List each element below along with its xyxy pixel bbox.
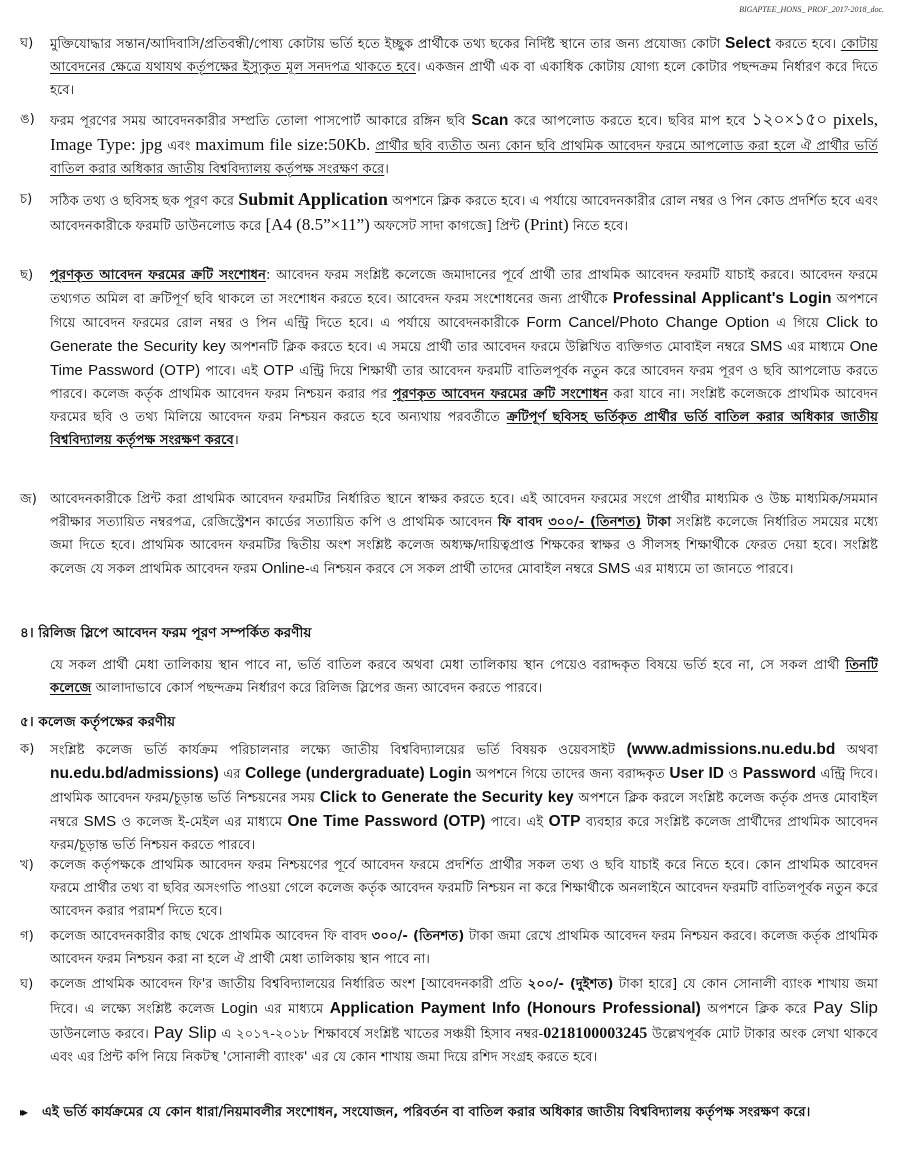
submit-application-term: Submit Application bbox=[238, 189, 388, 209]
fee-amount: ৩০০/- (তিনশত) bbox=[548, 515, 642, 530]
fee-label: ফি বাবদ bbox=[497, 515, 549, 530]
item-body: সংশ্লিষ্ট কলেজ ভর্তি কার্যক্রম পরিচালনার লক্ষ্যে জাতীয় বিশ্ববিদ্যালয়ের ভর্তি বিষয়ক ওয়েবসাইট (www.admissions.nu.edu.bd অথবা nu.edu.bd/admissions) এর College (undergraduate) Login অপশনে গিয়ে তাদের জন্য বরাদ্দকৃত User ID ও Password এন্ট্রি দিবে। প্রাথমিক আবেদন ফরম/চূড়ান্ত ভর্তি নিশ্চয়নের সময় Click to Generate the Security key অপশনে ক্লিক করলে সংশ্লিষ্ট কলেজ কর্তৃক প্রদত্ত মোবাইল নম্বরে SMS ও কলেজ ই-মেইল এর মাধ্যমে One Time Password (OTP) পাবে। এই OTP ব্যবহার করে সংশ্লিষ্ট কলেজ প্রার্থীদের প্রাথমিক আবেদন ফরম/চূড়ান্ত ভর্তি নিশ্চয়ন করতে পারবে। bbox=[50, 741, 878, 853]
underlined-notice: কোটায় আবেদনের ক্ষেত্রে যথাযথ কর্তৃপক্ষের ইস্যুকৃত মূল সনদপত্র থাকতে হবে bbox=[50, 37, 878, 75]
item-kha-verify bbox=[20, 854, 878, 923]
item-label: ঙ) bbox=[20, 112, 35, 127]
underlined-notice: প্রার্থীর ছবি ব্যতীত অন্য কোন ছবি প্রাথমিক আবেদন ফরমে আপলোড করা হলে ঐ প্রার্থীর ভর্তি বাতিল করার অধিকার জাতীয় বিশ্ববিদ্যালয় কর্তৃপক্ষ সংরক্ষণ করে bbox=[50, 139, 878, 177]
item-umo-photo bbox=[20, 108, 878, 181]
section-4-body: যে সকল প্রার্থী মেধা তালিকায় স্থান পাবে না, ভর্তি বাতিল করবে অথবা মেধা তালিকায় স্থান পেয়েও বরাদ্দকৃত বিষয়ে ভর্তি হবে না, সে সকল প্রার্থী তিনটি কলেজে আলাদাভাবে কোর্স পছন্দক্রম নির্ধারণ করে রিলিজ স্লিপের জন্য আবেদন করতে পারবে। bbox=[50, 658, 878, 696]
item-ja-signature bbox=[20, 488, 878, 581]
college-login-term: College (undergraduate) Login bbox=[245, 765, 472, 782]
paper-size: [A4 (8.5”×11”) bbox=[265, 215, 370, 234]
payment-info-term: Application Payment Info (Honours Professional) bbox=[329, 1000, 701, 1017]
item-label: জ) bbox=[20, 492, 37, 507]
otp-term: One Time Password (OTP) bbox=[287, 813, 486, 830]
section-5-heading: ৫। কলেজ কর্তৃপক্ষের করণীয় bbox=[20, 714, 176, 730]
item-label: খ) bbox=[20, 858, 34, 873]
otp-term: One Time Password (OTP) bbox=[50, 338, 878, 379]
double-arrow-bullet-icon: ▸▸ bbox=[20, 1105, 25, 1119]
item-title: পূরণকৃত আবেদন ফরমের ক্রটি সংশোধন bbox=[50, 268, 266, 283]
item-label: ঘ) bbox=[20, 36, 34, 51]
item-body: পূরণকৃত আবেদন ফরমের ক্রটি সংশোধন: আবেদন ফরম সংশ্লিষ্ট কলেজে জমাদানের পূর্বে প্রার্থী তার প্রাথমিক আবেদন ফরমটি যাচাই করবে। আবেদন ফরমে তথ্যগত অমিল বা ক্রটিপূর্ণ ছবি থাকলে তা সংশোধন করতে হবে। আবেদন ফরম সংশোধনের জন্য প্রার্থীকে Professinal Applicant's Login অপশনে গিয়ে আবেদন ফরমের রোল নম্বর ও পিন এন্ট্রি দিতে হবে। এ পর্যায়ে আবেদনকারীকে Form Cancel/Photo Change Option এ গিয়ে Click to Generate the Security key অপশনটি ক্লিক করতে হবে। এ সময়ে প্রার্থী তার আবেদন ফরমে উল্লিখিত ব্যক্তিগত মোবাইল নম্বরে SMS এর মাধ্যমে One Time Password (OTP) পাবে। এই OTP এন্ট্রি দিয়ে শিক্ষার্থী তার আবেদন ফরমটি বাতিলপূর্বক নতুন করে আবেদন ফরম পূরণ ও ছবি আপলোড করতে পারবে। কলেজ কর্তৃক প্রাথমিক আবেদন ফরম নিশ্চয়ন করার পর পূরণকৃত আবেদন ফরমের ক্রটি সংশোধন করা যাবে না। সংশ্লিষ্ট কলেজকে প্রাথমিক আবেদন ফরমের ছবি ও তথ্য মিলিয়ে আবেদন ফরম নিশ্চয়ন করতে হবে অন্যথায় পরবর্তীতে ক্রটিপূর্ণ ছবিসহ ভর্তিকৃত প্রার্থীর ভর্তি বাতিল করার অধিকার জাতীয় বিশ্ববিদ্যালয় কর্তৃপক্ষ সংরক্ষণ করবে। bbox=[50, 268, 879, 448]
three-colleges: তিনটি কলেজে bbox=[50, 658, 878, 696]
admissions-url-link[interactable]: (www.admissions.nu.edu.bd bbox=[626, 741, 836, 758]
fee-amount: ৩০০/- (তিনশত) bbox=[371, 929, 465, 944]
pay-slip-term: Pay Slip bbox=[153, 1023, 217, 1042]
image-size-spec: ১২০×১৫০ pixels, Image Type: jpg bbox=[50, 110, 878, 154]
account-number: 0218100003245 bbox=[543, 1025, 648, 1042]
item-ka-college-login bbox=[20, 738, 878, 857]
header-filename: BIGAPTEE_HONS_ PROF_2017-2018_doc. bbox=[739, 5, 884, 14]
applicant-login-term: Professinal Applicant's Login bbox=[612, 290, 832, 307]
sms-term: SMS bbox=[597, 560, 631, 577]
footer-note-text: এই ভর্তি কার্যক্রমের যে কোন ধারা/নিয়মাবলীর সংশোধন, সংযোজন, পরিবর্তন বা বাতিল করার অধিকার জাতীয় বিশ্ববিদ্যালয় কর্তৃপক্ষ সংরক্ষণ করে। bbox=[42, 1105, 811, 1120]
item-body: মুক্তিযোদ্ধার সন্তান/আদিবাসি/প্রতিবন্ধী/পোষ্য কোটায় ভর্তি হতে ইচ্ছুক প্রার্থীকে তথ্য ছকের নির্দিষ্ট স্থানে তার জন্য প্রযোজ্য কোটা Select করতে হবে। কোটায় আবেদনের ক্ষেত্রে যথাযথ কর্তৃপক্ষের ইস্যুকৃত মূল সনদপত্র থাকতে হবে। একজন প্রার্থী এক বা একাধিক কোটায় যোগ্য হলে কোটার পছন্দক্রম নির্ধারণ করে দিতে হবে। bbox=[50, 35, 878, 98]
underlined-notice: পূরণকৃত আবেদন ফরমের ক্রটি সংশোধন bbox=[392, 387, 608, 402]
underlined-notice: ক্রটিপূর্ণ ছবিসহ ভর্তিকৃত প্রার্থীর ভর্তি বাতিল করার অধিকার জাতীয় বিশ্ববিদ্যালয় কর্তৃপক্ষ সংরক্ষণ করবে bbox=[50, 410, 878, 448]
login-term: Login bbox=[221, 1000, 258, 1017]
item-ga-fee bbox=[20, 925, 878, 971]
item-gha-quota bbox=[20, 32, 878, 102]
online-term: Online bbox=[261, 560, 305, 577]
item-chha-correction bbox=[20, 264, 878, 452]
item-body: কলেজ প্রাথমিক আবেদন ফি'র জাতীয় বিশ্ববিদ্যালয়ের নির্ধারিত অংশ [আবেদনকারী প্রতি ২০০/- (দুইশত) টাকা হারে] যে কোন সোনালী ব্যাংক শাখায় জমা দিবে। এ লক্ষ্যে সংশ্লিষ্ট কলেজ Login এর মাধ্যমে Application Payment Info (Honours Professional) অপশনে ক্লিক করে Pay Slip ডাউনলোড করবে। Pay Slip এ ২০১৭-২০১৮ শিক্ষাবর্ষে সংশ্লিষ্ট খাতের সঞ্চয়ী হিসাব নম্বর-0218100003245 উল্লেখপূর্বক মোট টাকার অংক লেখা থাকবে এবং এর প্রিন্ট কপি নিয়ে নিকটস্থ 'সোনালী ব্যাংক' এর যে কোন শাখায় জমা দিয়ে রশিদ সংগ্রহ করতে হবে। bbox=[50, 977, 878, 1065]
item-gha-payment bbox=[20, 973, 878, 1069]
user-id-term: User ID bbox=[669, 765, 724, 782]
item-label: ছ) bbox=[20, 268, 34, 283]
max-file-size: maximum file size:50Kb. bbox=[195, 135, 371, 154]
security-key-term: Click to Generate the Security key bbox=[319, 789, 574, 806]
section-4-heading: ৪। রিলিজ স্লিপে আবেদন ফরম পূরণ সম্পর্কিত করণীয় bbox=[20, 625, 312, 641]
item-cha-submit bbox=[20, 188, 878, 238]
footer-note bbox=[20, 1101, 878, 1124]
scan-term: Scan bbox=[471, 112, 509, 129]
item-body: ফরম পূরণের সময় আবেদনকারীর সম্প্রতি তোলা পাসপোর্ট আকারে রঙ্গিন ছবি Scan করে আপলোড করতে হবে। ছবির মাপ হবে ১২০×১৫০ pixels, Image Type: jpg এবং maximum file size:50Kb. প্রার্থীর ছবি ব্যতীত অন্য কোন ছবি প্রাথমিক আবেদন ফরমে আপলোড করা হলে ঐ প্রার্থীর ভর্তি বাতিল করার অধিকার জাতীয় বিশ্ববিদ্যালয় কর্তৃপক্ষ সংরক্ষণ করে। bbox=[50, 110, 878, 177]
sms-term: SMS bbox=[749, 338, 783, 355]
item-body: কলেজ কর্তৃপক্ষকে প্রাথমিক আবেদন ফরম নিশ্চয়ণের পূর্বে আবেদন ফরমে প্রদর্শিত প্রার্থীর সকল তথ্য ও ছবি যাচাই করে নিতে হবে। কোন প্রাথমিক আবেদন ফরমে প্রার্থীর তথ্য বা ছবির অসংগতি পাওয়া গেলে কলেজ কর্তৃক আবেদন ফরমটি নিশ্চয়ন না করে শিক্ষার্থীকে অনলাইনে আবেদন ফরমটি বাতিলপূর্বক নতুন করে আবেদন করার পরামর্শ দিতে হবে। bbox=[50, 858, 878, 919]
sms-term: SMS bbox=[83, 813, 117, 830]
item-label: গ) bbox=[20, 929, 34, 944]
item-body: কলেজ আবেদনকারীর কাছ থেকে প্রাথমিক আবেদন ফি বাবদ ৩০০/- (তিনশত) টাকা জমা রেখে প্রাথমিক আবেদন ফরম নিশ্চয়ন করবে। কলেজ কর্তৃক প্রাথমিক আবেদন ফরম নিশ্চয়ন করা না হলে ঐ প্রার্থী মেধা তালিকায় স্থান পাবে না। bbox=[50, 929, 878, 967]
taka-label: টাকা bbox=[641, 515, 672, 530]
print-term: (Print) bbox=[524, 215, 569, 234]
item-label: চ) bbox=[20, 192, 33, 207]
security-key-term: Click to Generate the Security key bbox=[50, 314, 878, 355]
item-label: ক) bbox=[20, 742, 35, 757]
item-body: আবেদনকারীকে প্রিন্ট করা প্রাথমিক আবেদন ফরমটির নির্ধারিত স্থানে স্বাক্ষর করতে হবে। এই আবেদন ফরমের সংগে প্রার্থীর মাধ্যমিক ও উচ্চ মাধ্যমিক/সমমান পরীক্ষার সত্যায়িত নম্বরপত্র, রেজিস্ট্রেশন কার্ডের সত্যায়িত কপি ও প্রাথমিক আবেদন ফি বাবদ ৩০০/- (তিনশত) টাকা সংশ্লিষ্ট কলেজে নির্ধারিত সময়ের মধ্যে জমা দিতে হবে। প্রাথমিক আবেদন ফরমটির দ্বিতীয় অংশ সংশ্লিষ্ট কলেজ অধ্যক্ষ/দায়িত্বপ্রাপ্ত শিক্ষকের স্বাক্ষর ও সীলসহ শিক্ষার্থীকে ফেরত দেয়া হবে। সংশ্লিষ্ট কলেজ যে সকল প্রাথমিক আবেদন ফরম Online-এ নিশ্চয়ন করবে সে সকল প্রার্থী তাদের মোবাইল নম্বরে SMS এর মাধ্যমে তা জানতে পারবে। bbox=[50, 492, 879, 577]
otp-short-term: OTP bbox=[263, 362, 295, 379]
nu-admissions-url-link[interactable]: nu.edu.bd/admissions) bbox=[50, 765, 219, 782]
item-label: ঘ) bbox=[20, 977, 34, 992]
password-term: Password bbox=[742, 765, 816, 782]
select-term: Select bbox=[725, 35, 771, 52]
item-body: সঠিক তথ্য ও ছবিসহ ছক পূরণ করে Submit Application অপশনে ক্লিক করতে হবে। এ পর্যায়ে আবেদনকারীর রোল নম্বর ও পিন কোড প্রদর্শিত হবে এবং আবেদনকারীকে ফরমটি ডাউনলোড করে [A4 (8.5”×11”) অফসেট সাদা কাগজে] প্রিন্ট (Print) নিতে হবে। bbox=[50, 189, 878, 234]
pay-slip-term: Pay Slip bbox=[813, 998, 878, 1017]
fee-amount: ২০০/- (দুইশত) bbox=[527, 977, 614, 992]
otp-short-term: OTP bbox=[548, 813, 581, 830]
form-cancel-option-term: Form Cancel/Photo Change Option bbox=[526, 314, 770, 331]
